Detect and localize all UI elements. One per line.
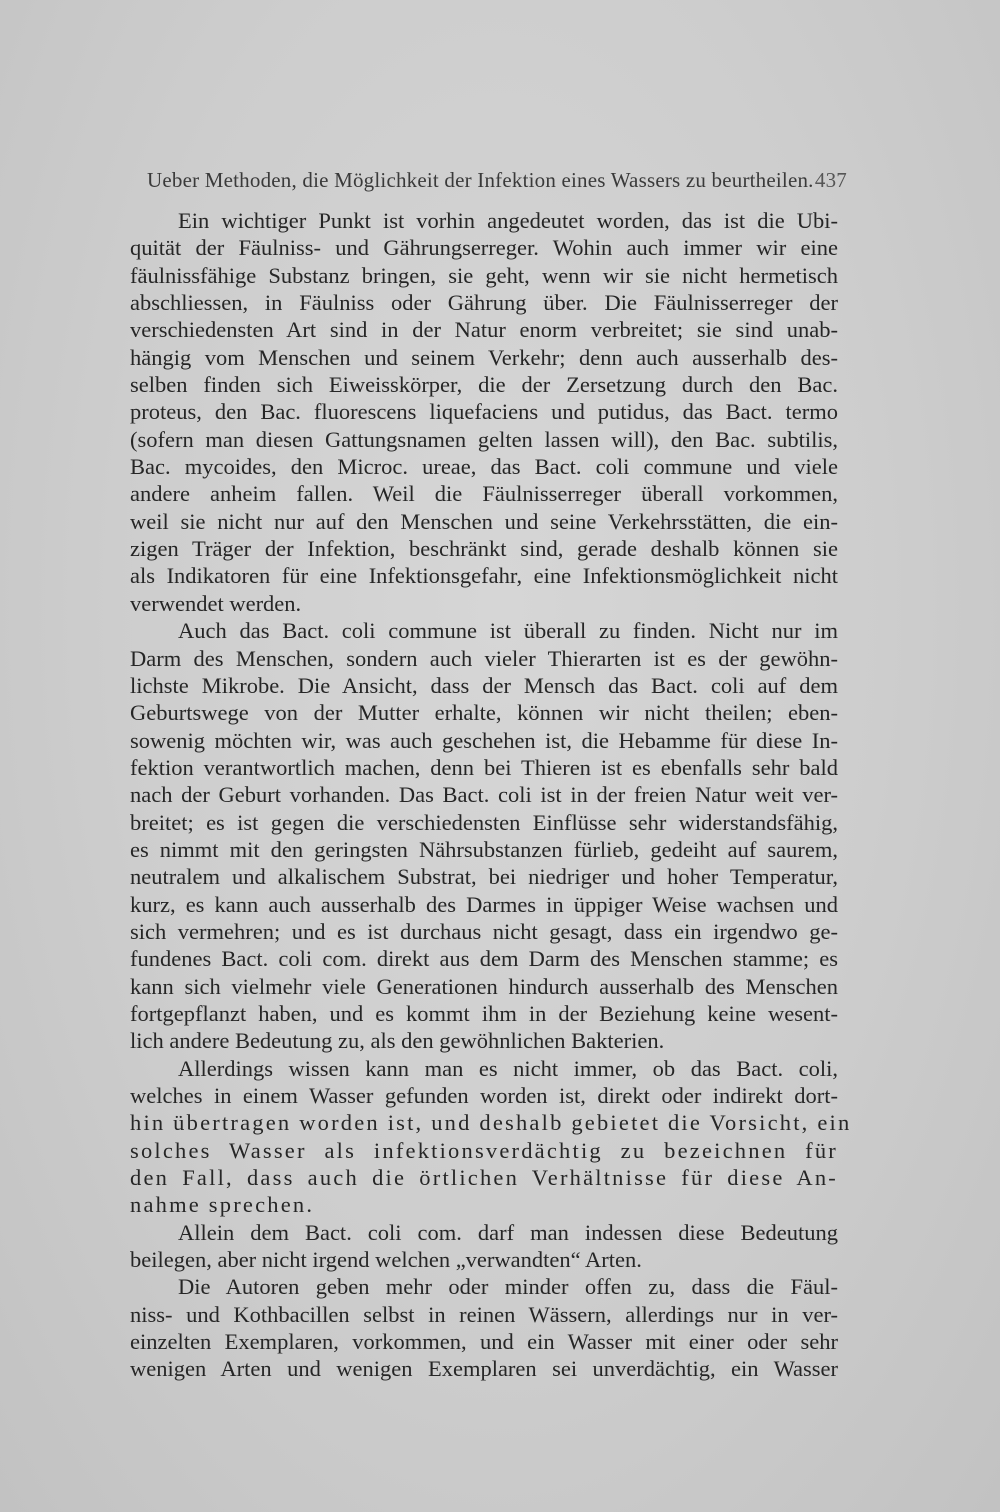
text-line: Die Autoren geben mehr oder minder offen zu, dass die Fäul-	[178, 1274, 838, 1300]
text-line: Ein wichtiger Punkt ist vorhin angedeutet worden, das ist die Ubi-	[178, 208, 838, 233]
text-line: lichste Mikrobe. Die Ansicht, dass der Mensch das Bact. coli auf dem	[130, 672, 838, 698]
text-line: welches in einem Wasser gefunden worden ist, direkt oder indirekt dort-	[130, 1083, 838, 1108]
text-line: selben finden sich Eiweisskörper, die der Zersetzung durch den Bac.	[130, 372, 838, 398]
text-line: als Indikatoren für eine Infektionsgefahr, eine Infektionsmöglichkeit nicht	[130, 563, 838, 589]
text-line: lich andere Bedeutung zu, als den gewöhnlichen Bakterien.	[130, 1028, 665, 1054]
text-line: hängig vom Menschen und seinem Verkehr; denn auch ausserhalb des-	[130, 344, 838, 370]
text-line: Bac. mycoides, den Microc. ureae, das Bact. coli commune und viele	[130, 454, 838, 480]
text-line: abschliessen, in Fäulniss oder Gährung über. Die Fäulnisserreger der	[130, 290, 838, 316]
text-line: sich vermehren; und es ist durchaus nicht gesagt, dass ein irgendwo ge-	[130, 918, 838, 944]
text-line: sowenig möchten wir, was auch geschehen ist, die Hebamme für diese In-	[130, 727, 838, 753]
body-text	[130, 207, 852, 1383]
text-line: weil sie nicht nur auf den Menschen und seine Verkehrsstätten, die ein-	[130, 508, 838, 534]
text-line: Allein dem Bact. coli com. darf man indessen diese Bedeutung	[178, 1219, 838, 1245]
text-line: fäulnissfähige Substanz bringen, sie geht, wenn wir sie nicht hermetisch	[130, 262, 838, 288]
text-line: Geburtswege von der Mutter erhalte, können wir nicht theilen; eben-	[130, 700, 838, 726]
text-line: beilegen, aber nicht irgend welchen „verwandten“ Arten.	[130, 1247, 642, 1273]
text-line: niss- und Kothbacillen selbst in reinen Wässern, allerdings nur in ver-	[130, 1301, 838, 1327]
text-line: einzelten Exemplaren, vorkommen, und ein Wasser mit einer oder sehr	[130, 1329, 838, 1355]
text-line: den Fall, dass auch die örtlichen Verhältnisse für diese An-	[130, 1165, 838, 1191]
text-line: neutralem und alkalischem Substrat, bei niedriger und hoher Temperatur,	[130, 864, 838, 890]
text-line: breitet; es ist gegen die verschiedensten Einflüsse sehr widerstandsfähig,	[130, 809, 838, 835]
text-line: es nimmt mit den geringsten Nährsubstanzen fürlieb, gedeiht auf saurem,	[130, 836, 838, 862]
text-line: nahme sprechen.	[130, 1192, 315, 1218]
running-title: Ueber Methoden, die Möglichkeit der Infektion eines Wassers zu beurtheilen.	[147, 168, 814, 192]
text-line: andere anheim fallen. Weil die Fäulnisserreger überall vorkommen,	[130, 481, 838, 507]
text-line: hin übertragen worden ist, und deshalb gebietet die Vorsicht, ein	[130, 1110, 852, 1136]
text-line: fektion verantwortlich machen, denn bei Thieren ist es ebenfalls sehr bald	[130, 754, 838, 780]
text-line: solches Wasser als infektionsverdächtig zu bezeichnen für	[130, 1137, 838, 1163]
text-line: zigen Träger der Infektion, beschränkt sind, gerade deshalb können sie	[130, 536, 838, 562]
text-line: fundenes Bact. coli com. direkt aus dem Darm des Menschen stamme; es	[130, 946, 838, 972]
text-line: kann sich vielmehr viele Generationen hindurch ausserhalb des Menschen	[130, 973, 838, 999]
text-line: wenigen Arten und wenigen Exemplaren sei unverdächtig, ein Wasser	[130, 1356, 838, 1382]
text-line: Auch das Bact. coli commune ist überall zu finden. Nicht nur im	[178, 618, 838, 644]
text-line: proteus, den Bac. fluorescens liquefaciens und putidus, das Bact. termo	[130, 399, 838, 425]
text-line: quität der Fäulniss- und Gährungserreger. Wohin auch immer wir eine	[130, 235, 838, 261]
running-header	[147, 168, 847, 193]
text-line: Allerdings wissen kann man es nicht immer, ob das Bact. coli,	[178, 1055, 838, 1081]
text-line: verschiedensten Art sind in der Natur enorm verbreitet; sie sind unab-	[130, 317, 838, 343]
text-line: fortgepflanzt haben, und es kommt ihm in der Beziehung keine wesent-	[130, 1000, 838, 1026]
text-line: Darm des Menschen, sondern auch vieler Thierarten ist es der gewöhn-	[130, 645, 838, 671]
page-number: 437	[814, 168, 847, 192]
text-line: nach der Geburt vorhanden. Das Bact. coli ist in der freien Natur weit ver-	[130, 782, 838, 808]
text-line: kurz, es kann auch ausserhalb des Darmes in üppiger Weise wachsen und	[130, 891, 838, 917]
text-line: verwendet werden.	[130, 590, 302, 616]
text-line: (sofern man diesen Gattungsnamen gelten lassen will), den Bac. subtilis,	[130, 426, 838, 452]
